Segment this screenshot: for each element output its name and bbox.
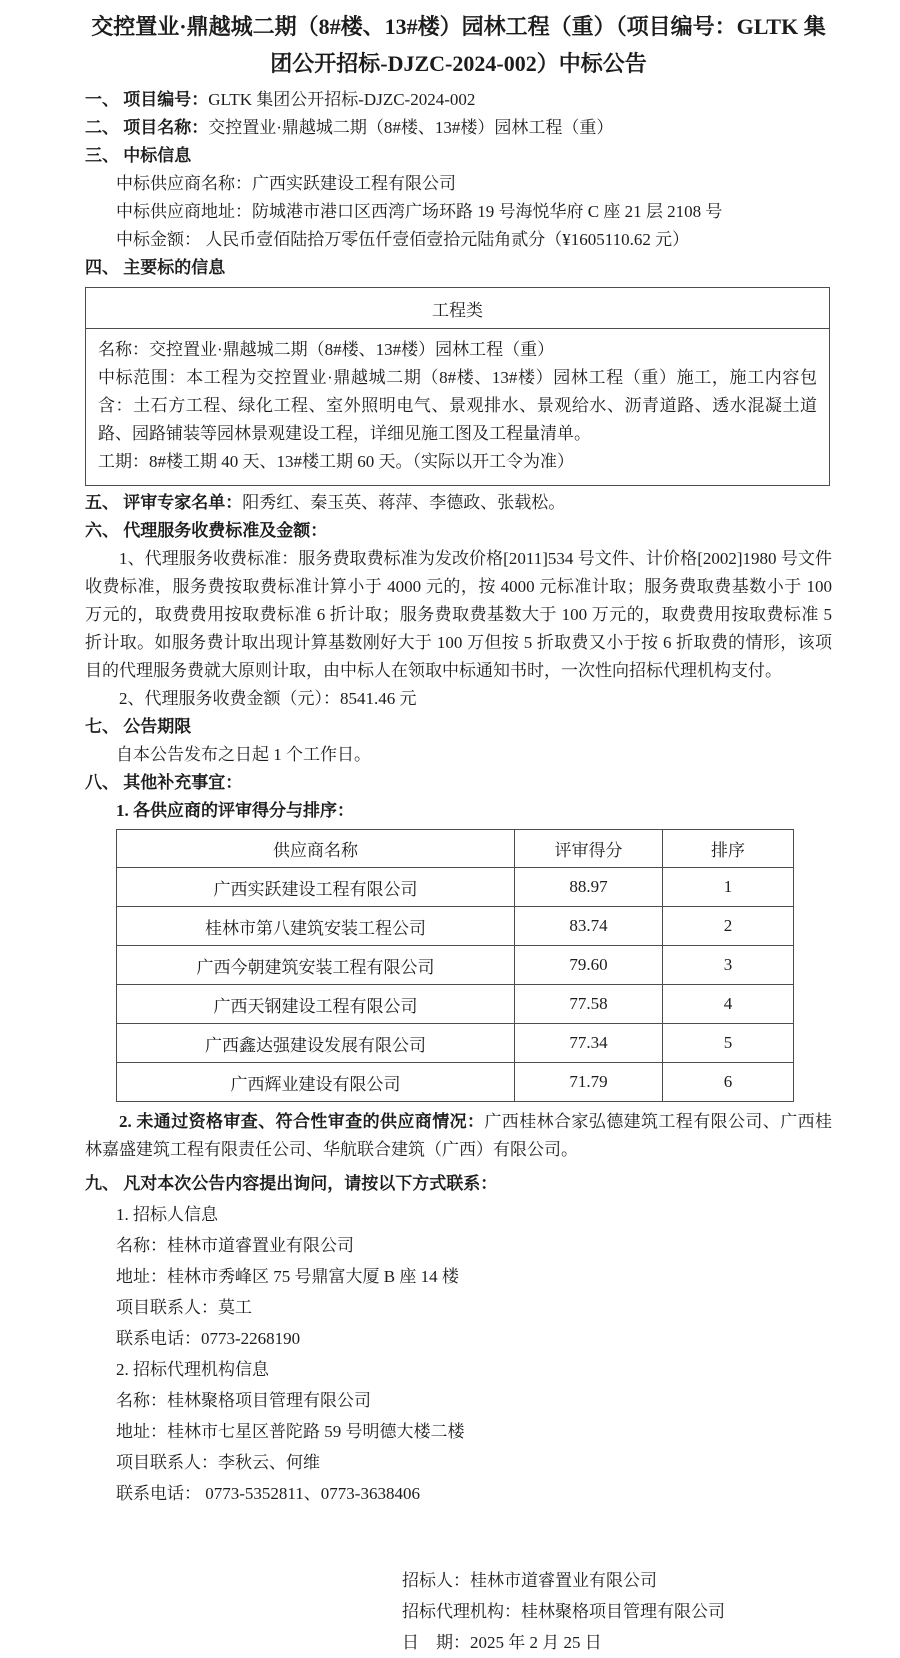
section-contact-heading: 九、 凡对本次公告内容提出询问，请按以下方式联系： <box>85 1174 498 1193</box>
ranking-table <box>116 829 794 1102</box>
project-number-label: 一、 项目编号： <box>85 90 209 109</box>
rank-cell: 5 <box>663 1024 794 1063</box>
tenderer-name: 名称：桂林市道睿置业有限公司 <box>116 1236 354 1255</box>
bid-info-table-header-cell: 工程类 <box>86 288 830 329</box>
ranking-header-supplier: 供应商名称 <box>117 830 515 868</box>
score-cell: 88.97 <box>515 868 663 907</box>
rejected-suppliers-text: 广西桂林合家弘德建筑工程有限公司、广西桂林嘉盛建筑工程有限责任公司、华航联合建筑（广西）有限公司。 <box>85 1112 833 1159</box>
signature-date: 日 期：2025 年 2 月 25 日 <box>402 1633 602 1652</box>
page-title: 交控置业·鼎越城二期（8#楼、13#楼）园林工程（重）（项目编号：GLTK 集团公开招标-DJZC-2024-002）中标公告 <box>91 14 826 76</box>
rank-cell: 4 <box>663 985 794 1024</box>
section-agency-fee-heading: 六、 代理服务收费标准及金额： <box>85 521 328 540</box>
winning-supplier-address: 中标供应商地址：防城港市港口区西湾广场环路 19 号海悦华府 C 座 21 层 2108 号 <box>116 202 723 221</box>
table-row <box>117 1063 794 1102</box>
section-subject-info-heading: 四、 主要标的信息 <box>85 258 226 277</box>
table-row <box>117 946 794 985</box>
section-other-matters-heading: 八、 其他补充事宜： <box>85 773 243 792</box>
signature-tenderer: 招标人：桂林市道睿置业有限公司 <box>402 1571 657 1590</box>
experts-line <box>85 489 832 517</box>
agency-address: 地址：桂林市七星区普陀路 59 号明德大楼二楼 <box>116 1422 465 1441</box>
score-cell: 77.58 <box>515 985 663 1024</box>
rejected-suppliers-paragraph <box>85 1108 832 1164</box>
tenderer-contact-person: 项目联系人：莫工 <box>116 1298 252 1317</box>
agency-name: 名称：桂林聚格项目管理有限公司 <box>116 1391 371 1410</box>
table-row <box>117 868 794 907</box>
rank-cell: 2 <box>663 907 794 946</box>
agency-info-subheading: 2. 招标代理机构信息 <box>116 1360 269 1379</box>
project-number-value: GLTK 集团公开招标-DJZC-2024-002 <box>208 90 476 109</box>
supplier-name-cell: 广西今朝建筑安装工程有限公司 <box>117 946 515 985</box>
agency-phone: 联系电话： 0773-5352811、0773-3638406 <box>116 1484 420 1503</box>
ranking-header-score: 评审得分 <box>515 830 663 868</box>
tenderer-info-subheading: 1. 招标人信息 <box>116 1205 218 1224</box>
table-row <box>117 1024 794 1063</box>
supplier-name-cell: 广西实跃建设工程有限公司 <box>117 868 515 907</box>
section-award-info-heading: 三、 中标信息 <box>85 146 192 165</box>
signature-block <box>402 1565 832 1658</box>
bid-info-table-body-row <box>86 329 830 486</box>
winning-amount: 中标金额： 人民币壹佰陆拾万零伍仟壹佰壹拾元陆角贰分（¥1605110.62 元） <box>116 230 690 249</box>
project-name-value: 交控置业·鼎越城二期（8#楼、13#楼）园林工程（重） <box>208 118 614 137</box>
supplier-name-cell: 广西鑫达强建设发展有限公司 <box>117 1024 515 1063</box>
project-name-label: 二、 项目名称： <box>85 118 209 137</box>
bid-info-duration: 工期：8#楼工期 40 天、13#楼工期 60 天。（实际以开工令为准） <box>98 452 574 471</box>
bid-info-name: 名称：交控置业·鼎越城二期（8#楼、13#楼）园林工程（重） <box>98 340 555 359</box>
ranking-subheading: 1. 各供应商的评审得分与排序： <box>116 801 354 820</box>
score-cell: 71.79 <box>515 1063 663 1102</box>
tenderer-phone: 联系电话：0773-2268190 <box>116 1329 301 1348</box>
signature-agency: 招标代理机构：桂林聚格项目管理有限公司 <box>402 1602 725 1621</box>
score-cell: 79.60 <box>515 946 663 985</box>
agency-contact-person: 项目联系人：李秋云、何维 <box>116 1453 320 1472</box>
supplier-name-cell: 广西辉业建设有限公司 <box>117 1063 515 1102</box>
agency-fee-amount-paragraph: 2、代理服务收费金额（元）：8541.46 元 <box>119 689 417 708</box>
score-cell: 77.34 <box>515 1024 663 1063</box>
ranking-header-rank: 排序 <box>663 830 794 868</box>
rank-cell: 1 <box>663 868 794 907</box>
project-number-line <box>85 86 832 114</box>
agency-fee-standard-paragraph: 1、代理服务收费标准：服务费取费标准为发改价格[2011]534 号文件、计价格[2002]1980 号文件收费标准，服务费按取费标准计算小于 4000 元的，按 4000 元标准计取；服务费取费基数小于 100 万元的，取费费用按取费标准 6 折计取；服务费取费基数大于 100 万元的，取费费用按取费标准 5 折计取。如服务费计取出现计算基数刚好大于 100 万但按 5 折取费又小于按 6 折取费的情形，该项目的代理服务费就大原则计取，由中标人在领取中标通知书时，一次性向招标代理机构支付。 <box>85 549 832 680</box>
experts-label: 五、 评审专家名单： <box>85 493 243 512</box>
experts-names: 阳秀红、秦玉英、蒋萍、李德政、张载松。 <box>242 493 566 512</box>
bid-info-scope: 中标范围：本工程为交控置业·鼎越城二期（8#楼、13#楼）园林工程（重）施工，施工内容包含：土石方工程、绿化工程、室外照明电气、景观排水、景观给水、沥青道路、透水混凝土道路、园路铺装等园林景观建设工程，详细见施工图及工程量清单。 <box>98 368 817 443</box>
tenderer-address: 地址：桂林市秀峰区 75 号鼎富大厦 B 座 14 楼 <box>116 1267 459 1286</box>
notice-period-text: 自本公告发布之日起 1 个工作日。 <box>116 745 371 764</box>
table-row <box>117 907 794 946</box>
bid-info-table-body-cell <box>86 329 830 486</box>
supplier-name-cell: 广西天钢建设工程有限公司 <box>117 985 515 1024</box>
ranking-table-header-row <box>117 830 794 868</box>
rank-cell: 3 <box>663 946 794 985</box>
section-notice-period-heading: 七、 公告期限 <box>85 717 192 736</box>
table-row <box>117 985 794 1024</box>
rejected-suppliers-label: 2. 未通过资格审查、符合性审查的供应商情况： <box>119 1112 485 1131</box>
bid-info-table-header-row <box>86 288 830 329</box>
bid-info-table <box>85 287 830 486</box>
winning-supplier-name: 中标供应商名称：广西实跃建设工程有限公司 <box>116 174 456 193</box>
project-name-line <box>85 114 832 142</box>
rank-cell: 6 <box>663 1063 794 1102</box>
supplier-name-cell: 桂林市第八建筑安装工程公司 <box>117 907 515 946</box>
score-cell: 83.74 <box>515 907 663 946</box>
